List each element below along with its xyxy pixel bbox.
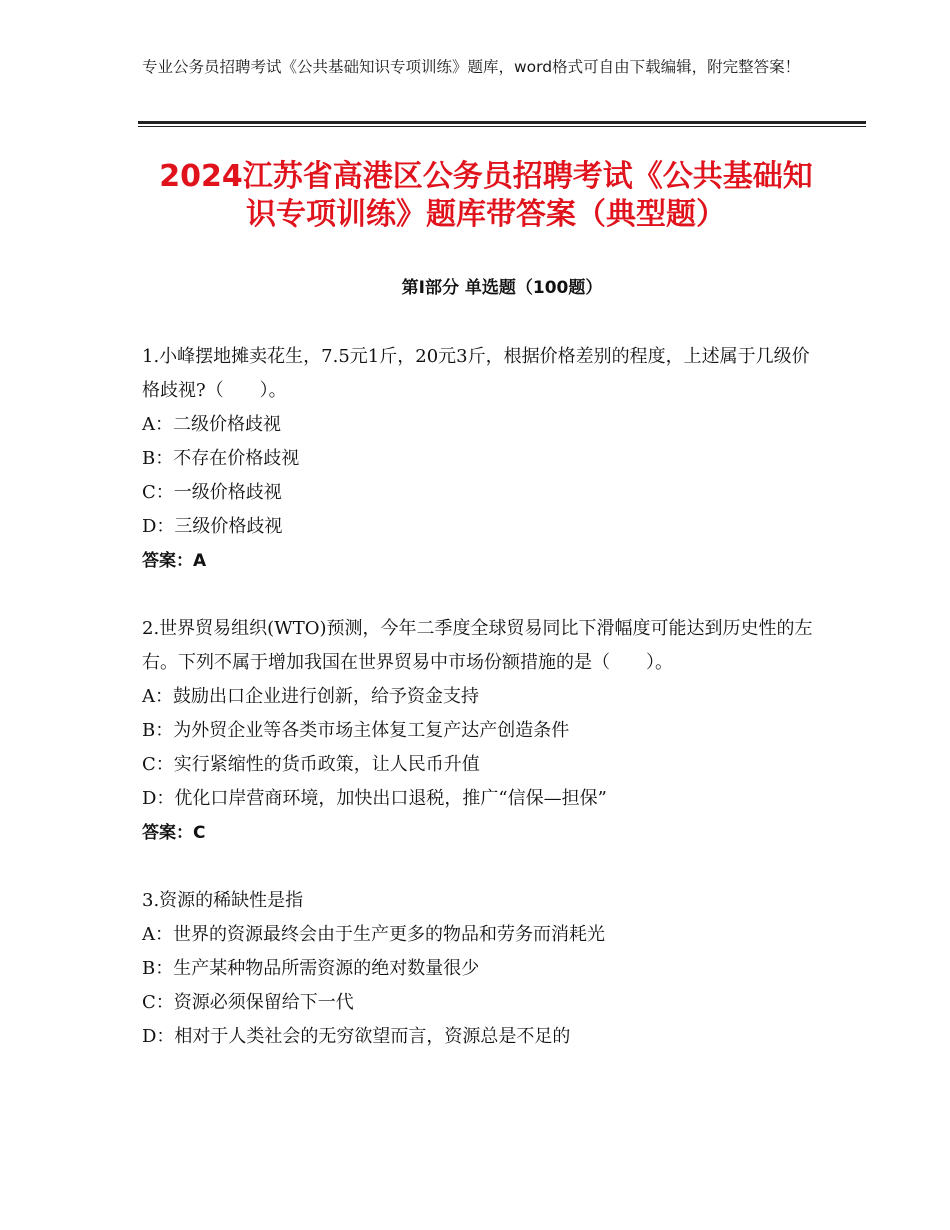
option-a: A：鼓励出口企业进行创新，给予资金支持 <box>142 686 479 707</box>
page-header: 专业公务员招聘考试《公共基础知识专项训练》题库，word格式可自由下载编辑，附完整答案！ <box>142 58 801 76</box>
document-title: 2024江苏省高港区公务员招聘考试《公共基础知识专项训练》题库带答案（典型题） <box>159 159 813 232</box>
option-c: C：一级价格歧视 <box>142 482 282 503</box>
header-rule-thin <box>138 126 866 127</box>
question-stem: 2.世界贸易组织(WTO)预测，今年二季度全球贸易同比下滑幅度可能达到历史性的左右。下列不属于增加我国在世界贸易中市场份额措施的是（ ）。 <box>142 618 813 673</box>
answer-label: 答案：A <box>142 551 207 571</box>
option-c: C：资源必须保留给下一代 <box>142 992 354 1013</box>
option-b: B：不存在价格歧视 <box>142 448 300 469</box>
question-3 <box>142 884 822 1054</box>
option-d: D：三级价格歧视 <box>142 516 283 537</box>
question-1 <box>142 340 822 578</box>
option-a: A：二级价格歧视 <box>142 414 281 435</box>
option-d: D：优化口岸营商环境，加快出口退税，推广“信保—担保” <box>142 788 607 809</box>
question-list <box>142 340 822 1088</box>
option-b: B：生产某种物品所需资源的绝对数量很少 <box>142 958 480 979</box>
option-d: D：相对于人类社会的无穷欲望而言，资源总是不足的 <box>142 1026 571 1047</box>
option-c: C：实行紧缩性的货币政策，让人民币升值 <box>142 754 480 775</box>
answer-label: 答案：C <box>142 823 206 843</box>
question-2 <box>142 612 822 850</box>
section-heading: 第Ⅰ部分 单选题（100题） <box>401 278 603 298</box>
question-stem: 3.资源的稀缺性是指 <box>142 890 304 911</box>
option-a: A：世界的资源最终会由于生产更多的物品和劳务而消耗光 <box>142 924 605 945</box>
option-b: B：为外贸企业等各类市场主体复工复产达产创造条件 <box>142 720 570 741</box>
header-rule-thick <box>138 121 866 124</box>
question-stem: 1.小峰摆地摊卖花生，7.5元1斤，20元3斤，根据价格差别的程度，上述属于几级价格歧视?（ ）。 <box>142 346 810 401</box>
